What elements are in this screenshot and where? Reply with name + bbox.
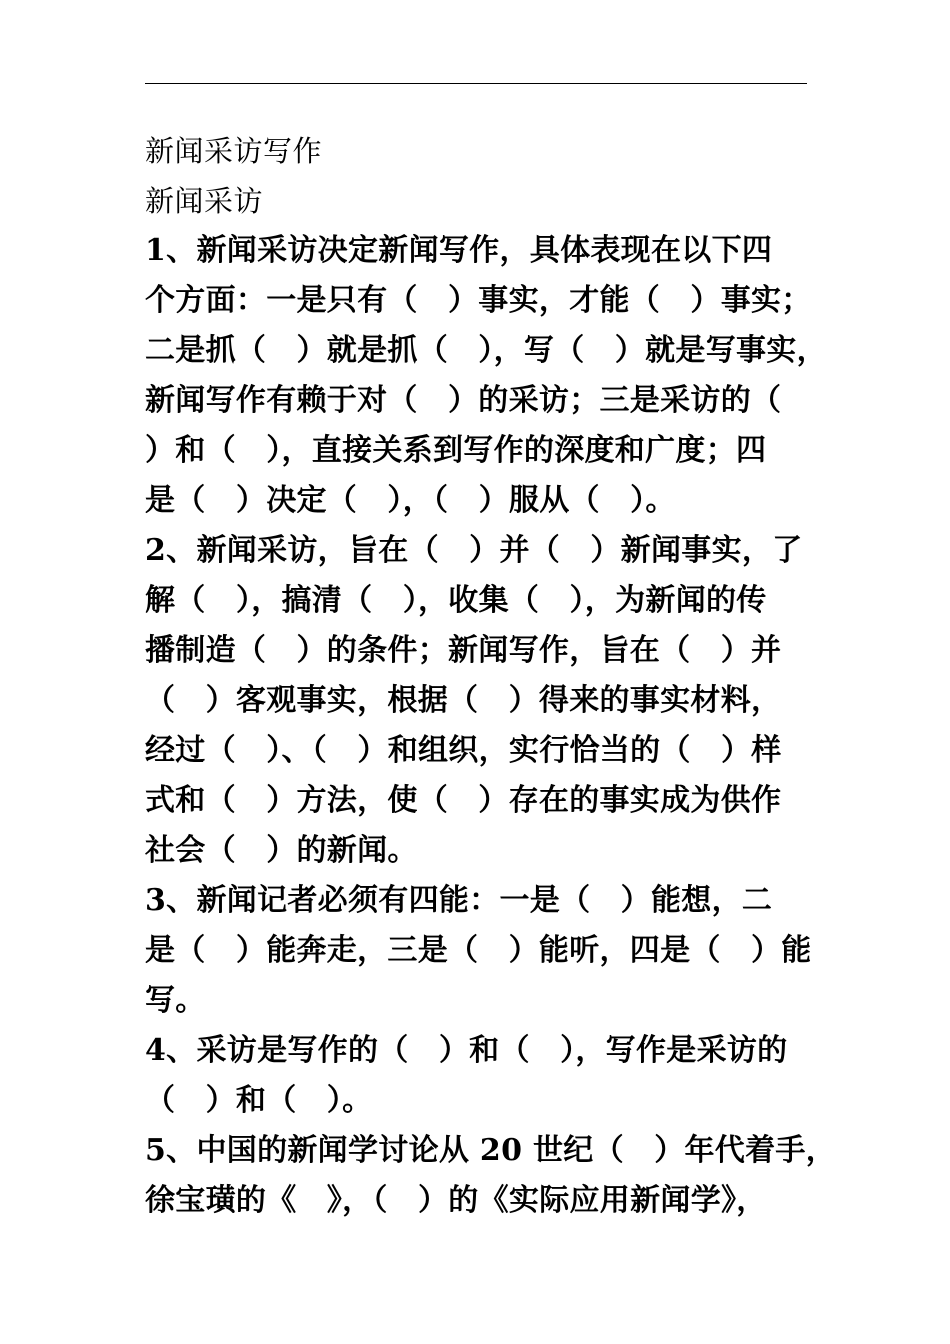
text-line: 2、新闻采访，旨在（ ）并（ ）新闻事实，了 [145, 533, 803, 568]
text-line: 徐宝璜的《 》，（ ）的《实际应用新闻学》， [145, 1183, 767, 1218]
document-title: 新闻采访写作 [145, 134, 323, 168]
text-line: 经过（ ）、（ ）和组织，实行恰当的（ ）样 [145, 733, 782, 768]
text-line: 个方面：一是只有（ ）事实，才能（ ）事实； [145, 283, 812, 318]
text-line: 5、中国的新闻学讨论从 20 世纪（ ）年代着手， [145, 1133, 837, 1168]
text-line: 新闻写作有赖于对（ ）的采访；三是采访的（ [145, 383, 782, 418]
text-line: 4、采访是写作的（ ）和（ ），写作是采访的 [145, 1033, 788, 1068]
text-line: 是（ ）决定（ ），（ ）服从（ ）。 [145, 483, 676, 518]
text-line: 解（ ），搞清（ ），收集（ ），为新闻的传 [145, 583, 767, 618]
text-line: 3、新闻记者必须有四能：一是（ ）能想，二 [145, 883, 773, 918]
header-rule [145, 83, 807, 84]
text-line: 播制造（ ）的条件；新闻写作，旨在（ ）并 [145, 633, 782, 668]
text-line: （ ）和（ ）。 [145, 1083, 373, 1118]
text-line: 是（ ）能奔走，三是（ ）能听，四是（ ）能 [145, 933, 812, 968]
document-body [145, 126, 837, 1226]
text-line: 1、新闻采访决定新闻写作，具体表现在以下四 [145, 233, 773, 268]
text-line: 二是抓（ ）就是抓（ ），写（ ）就是写事实， [145, 333, 827, 368]
text-line: 写。 [145, 983, 206, 1018]
text-line: 式和（ ）方法，使（ ）存在的事实成为供作 [145, 783, 782, 818]
section-heading: 新闻采访 [145, 184, 264, 218]
text-line: （ ）客观事实，根据（ ）得来的事实材料， [145, 683, 782, 718]
text-line: ）和（ ），直接关系到写作的深度和广度；四 [145, 433, 767, 468]
text-line: 社会（ ）的新闻。 [145, 833, 418, 868]
